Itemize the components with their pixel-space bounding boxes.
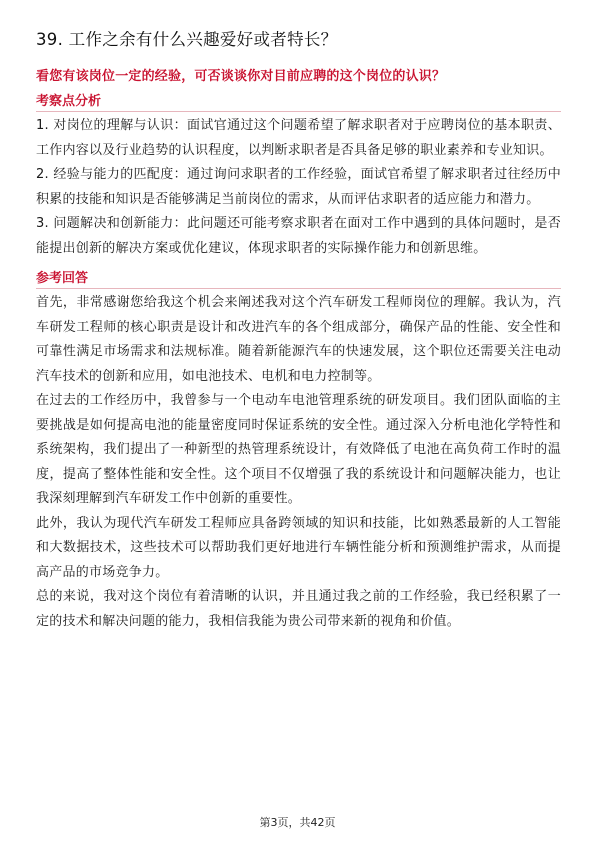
question-title: 39. 工作之余有什么兴趣爱好或者特长？ <box>36 30 338 49</box>
answer-heading: 参考回答 <box>36 267 561 289</box>
answer-paragraph: 在过去的工作经历中，我曾参与一个电动车电池管理系统的研发项目。我们团队面临的主要挑战是如何提高电池的能量密度同时保证系统的安全性。通过深入分析电池化学特性和系统架构，我们提出了一种新型的热管理系统设计，有效降低了电池在高负荷工作时的温度，提高了整体性能和安全性。这个项目不仅增强了我的系统设计和问题解决能力，也让我深刻理解到汽车研发工作中创新的重要性。 <box>36 393 561 506</box>
answer-paragraph: 首先，非常感谢您给我这个机会来阐述我对这个汽车研发工程师岗位的理解。我认为，汽车研发工程师的核心职责是设计和改进汽车的各个组成部分，确保产品的性能、安全性和可靠性满足市场需求和法规标准。随着新能源汽车的快速发展，这个职位还需要关注电动汽车技术的创新和应用，如电池技术、电机和电力控制等。 <box>36 295 561 384</box>
analysis-heading: 考察点分析 <box>36 90 561 112</box>
page-number: 第3页，共42页 <box>259 816 336 829</box>
analysis-point: 2. 经验与能力的匹配度：通过询问求职者的工作经验，面试官希望了解求职者过往经历中积累的技能和知识是否能够满足当前岗位的需求，从而评估求职者的适应能力和潜力。 <box>36 167 561 207</box>
analysis-point: 1. 对岗位的理解与认识：面试官通过这个问题希望了解求职者对于应聘岗位的基本职责、工作内容以及行业趋势的认识程度，以判断求职者是否具备足够的职业素养和专业知识。 <box>36 118 561 158</box>
answer-paragraph: 总的来说，我对这个岗位有着清晰的认识，并且通过我之前的工作经验，我已经积累了一定的技术和解决问题的能力，我相信我能为贵公司带来新的视角和价值。 <box>36 589 561 629</box>
sub-question: 看您有该岗位一定的经验，可否谈谈你对目前应聘的这个岗位的认识？ <box>36 69 446 84</box>
answer-paragraph: 此外，我认为现代汽车研发工程师应具备跨领域的知识和技能，比如熟悉最新的人工智能和大数据技术，这些技术可以帮助我们更好地进行车辆性能分析和预测维护需求，从而提高产品的市场竞争力。 <box>36 515 561 580</box>
document-page <box>36 26 561 634</box>
analysis-point: 3. 问题解决和创新能力：此问题还可能考察求职者在面对工作中遇到的具体问题时，是否能提出创新的解决方案或优化建议，体现求职者的实际操作能力和创新思维。 <box>36 216 561 256</box>
